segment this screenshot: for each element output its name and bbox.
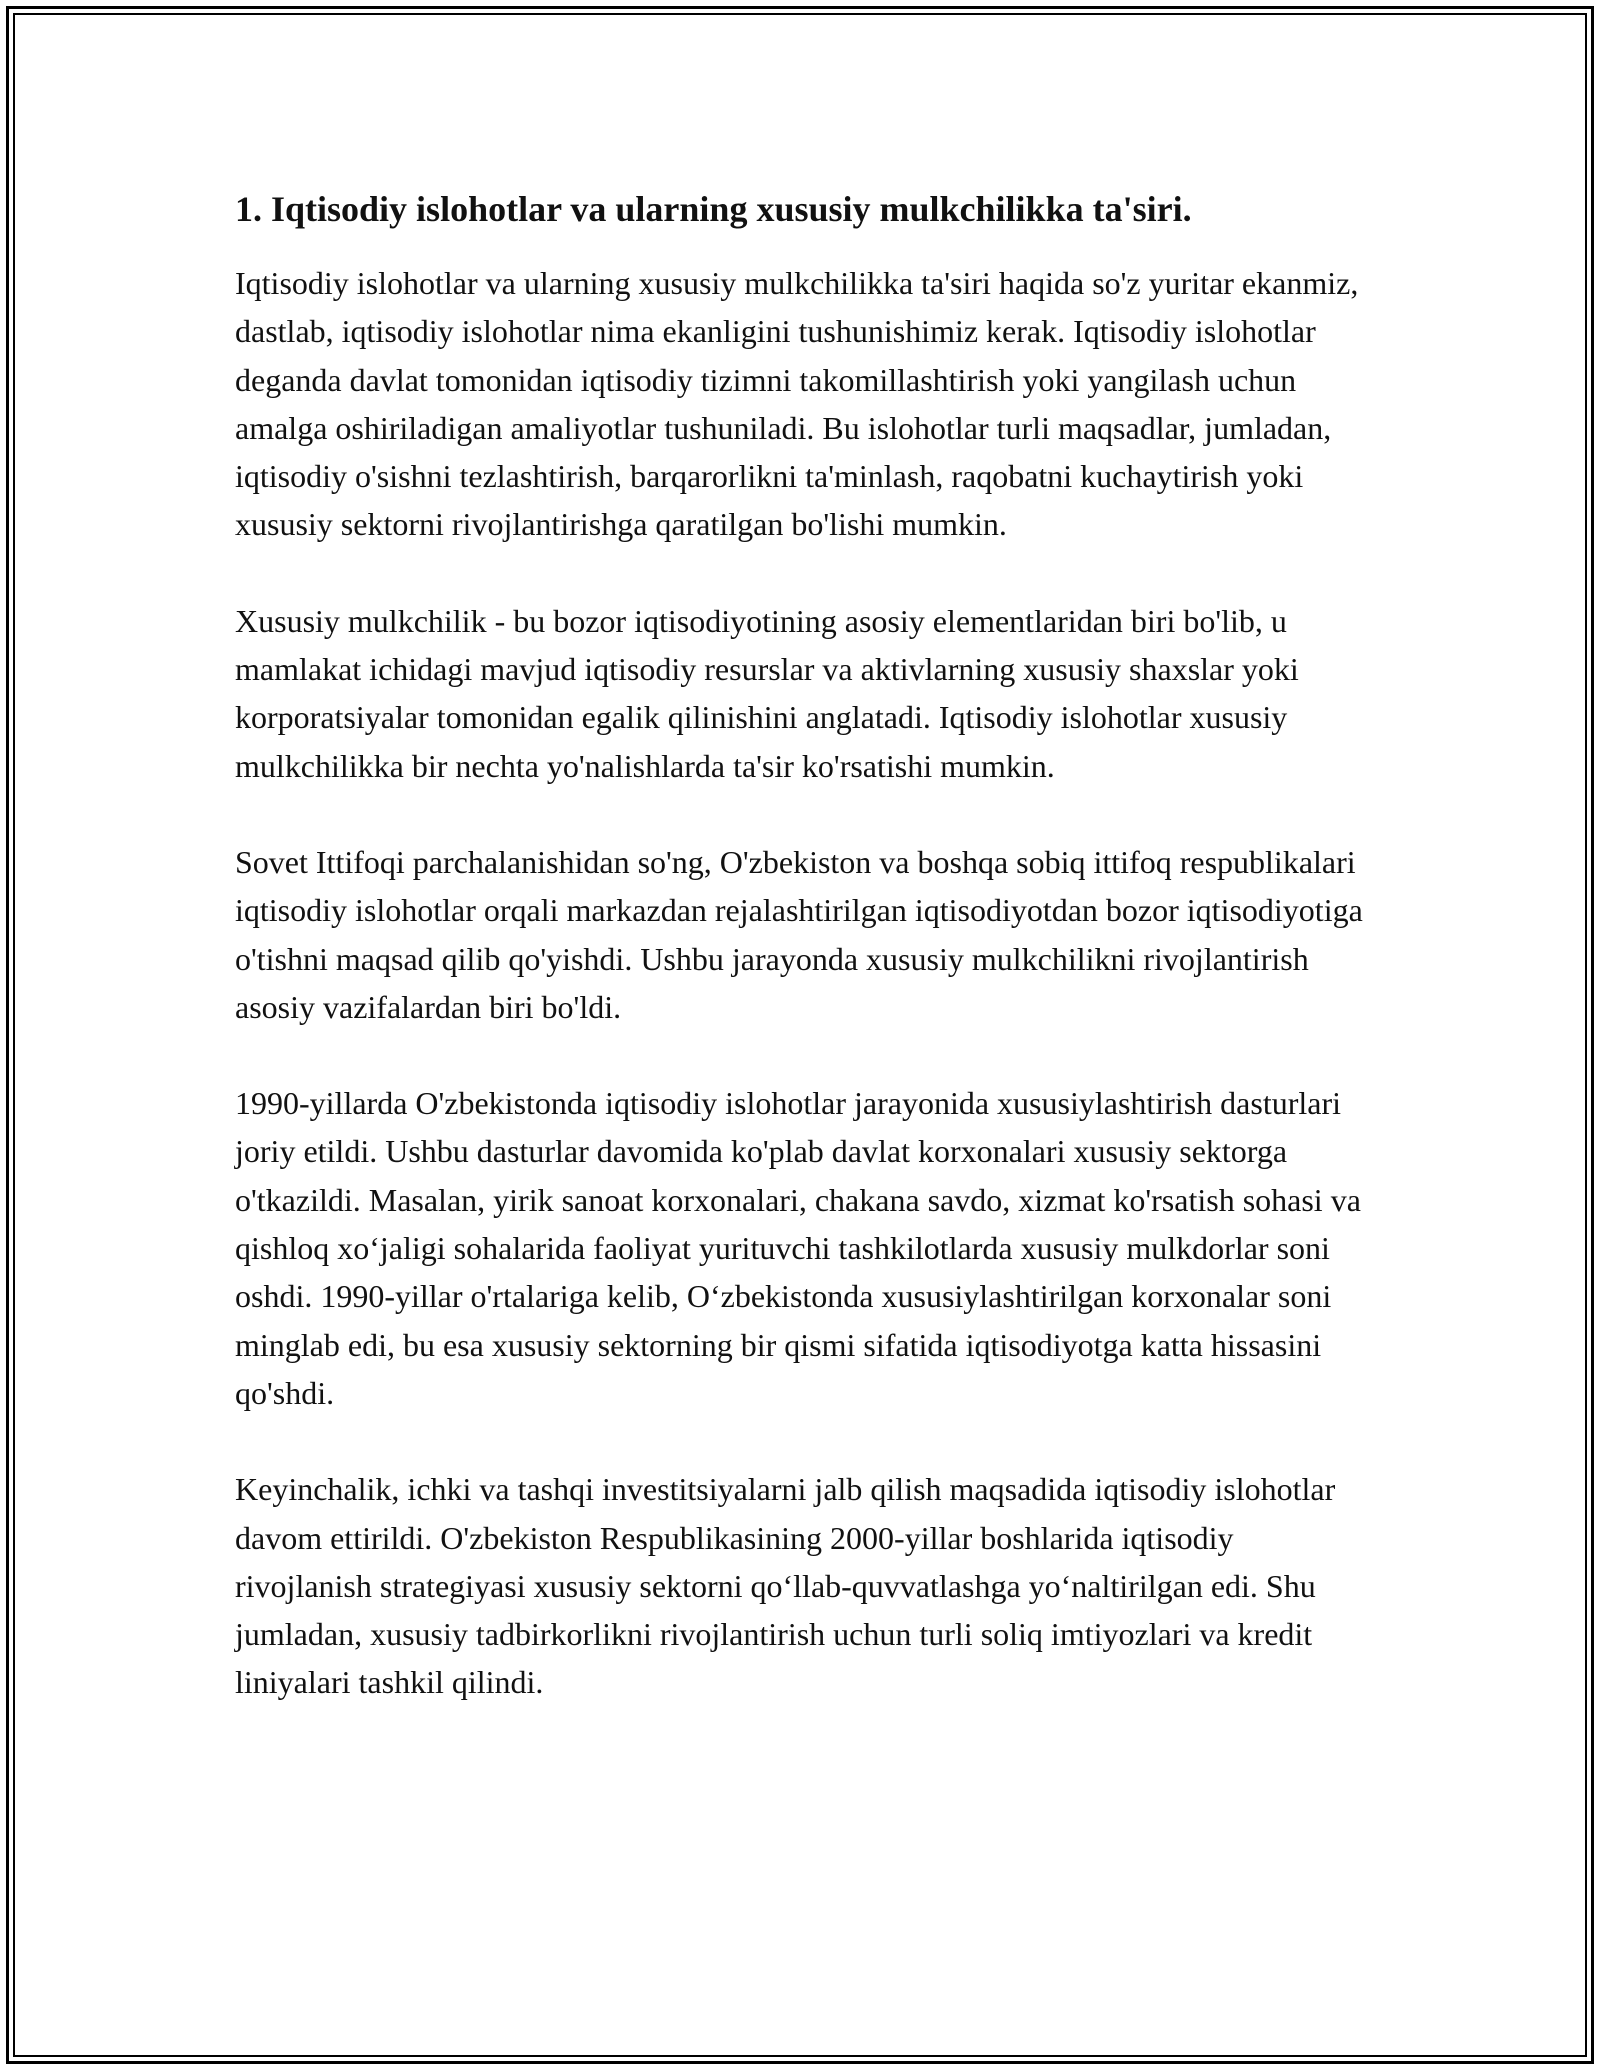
document-body [235,185,1365,1755]
paragraph-4: 1990-yillarda O'zbekistonda iqtisodiy islohotlar jarayonida xususiylashtirish dasturlari joriy etildi. Ushbu dasturlar davomida ko'plab davlat korxonalari xususiy sektorga o'tkazildi. Masalan, yirik sanoat korxonalari, chakana savdo, xizmat ko'rsatish sohasi va qishloq xo‘jaligi sohalarida faoliyat yurituvchi tashkilotlarda xususiy mulkdorlar soni oshdi. 1990-yillar o'rtalariga kelib, O‘zbekistonda xususiylashtirilgan korxonalar soni minglab edi, bu esa xususiy sektorning bir qismi sifatida iqtisodiyotga katta hissasini qo'shdi. [235,1085,1361,1411]
paragraph-3: Sovet Ittifoqi parchalanishidan so'ng, O'zbekiston va boshqa sobiq ittifoq respublikalari iqtisodiy islohotlar orqali markazdan rejalashtirilgan iqtisodiyotdan bozor iqtisodiyotiga o'tishni maqsad qilib qo'yishdi. Ushbu jarayonda xususiy mulkchilikni rivojlantirish asosiy vazifalardan biri bo'ldi. [235,843,1363,1025]
paragraph-5: Keyinchalik, ichki va tashqi investitsiyalarni jalb qilish maqsadida iqtisodiy islohotlar davom ettirildi. O'zbekiston Respublikasining 2000-yillar boshlarida iqtisodiy rivojlanish strategiyasi xususiy sektorni qo‘llab-quvvatlashga yo‘naltirilgan edi. Shu jumladan, xususiy tadbirkorlikni rivojlantirish uchun turli soliq imtiyozlari va kredit liniyalari tashkil qilindi. [235,1471,1336,1701]
paragraph-2: Xususiy mulkchilik - bu bozor iqtisodiyotining asosiy elementlaridan biri bo'lib, u mamlakat ichidagi mavjud iqtisodiy resurslar va aktivlarning xususiy shaxslar yoki korporatsiyalar tomonidan egalik qilinishini anglatadi. Iqtisodiy islohotlar xususiy mulkchilikka bir nechta yo'nalishlarda ta'sir ko'rsatishi mumkin. [235,602,1299,784]
section-heading: 1. Iqtisodiy islohotlar va ularning xususiy mulkchilikka ta'siri. [235,189,1192,229]
paragraph-1: Iqtisodiy islohotlar va ularning xususiy mulkchilikka ta'siri haqida so'z yuritar ekanmiz, dastlab, iqtisodiy islohotlar nima ekanligini tushunishimiz kerak. Iqtisodiy islohotlar deganda davlat tomonidan iqtisodiy tizimni takomillashtirish yoki yangilash uchun amalga oshiriladigan amaliyotlar tushuniladi. Bu islohotlar turli maqsadlar, jumladan, iqtisodiy o'sishni tezlashtirish, barqarorlikni ta'minlash, raqobatni kuchaytirish yoki xususiy sektorni rivojlantirishga qaratilgan bo'lishi mumkin. [235,265,1359,543]
